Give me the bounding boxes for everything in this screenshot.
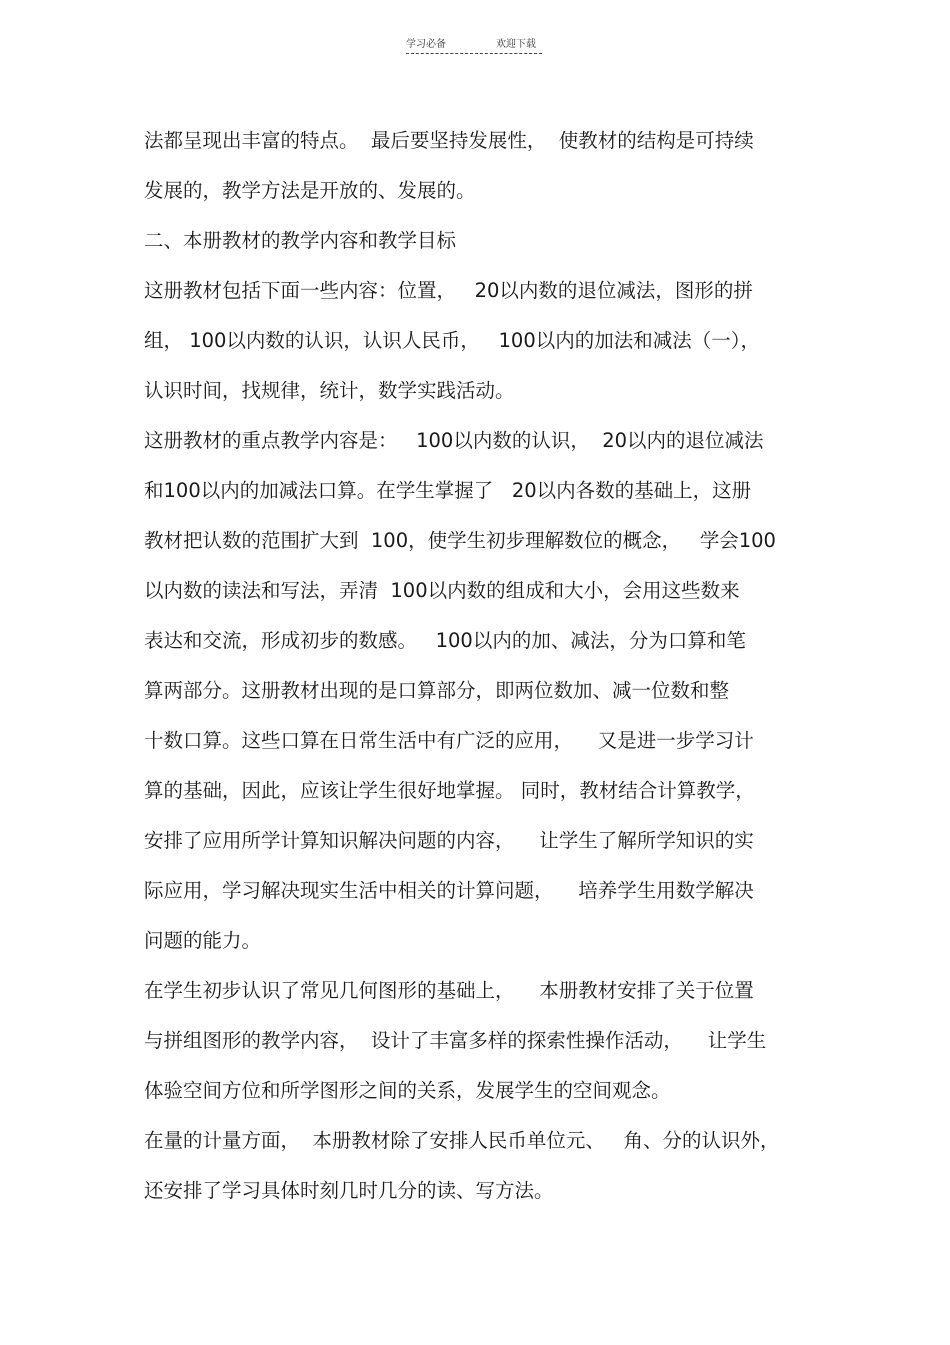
body-line: 算两部分。这册教材出现的是口算部分，即两位数加、减一位数和整 (144, 679, 730, 702)
body-line: 问题的能力。 (144, 929, 262, 952)
section-heading: 二、本册教材的教学内容和教学目标 (144, 229, 457, 252)
body-line: 在量的计量方面， 本册教材除了安排人民币单位元、 角、分的认识外， (144, 1129, 780, 1152)
body-line: 这册教材包括下面一些内容：位置， 20以内数的退位减法，图形的拼 (144, 279, 753, 302)
header-left-text: 学习必备 (406, 39, 446, 50)
body-line: 十数口算。这些口算在日常生活中有广泛的应用， 又是进一步学习计 (144, 729, 754, 752)
body-line: 教材把认数的范围扩大到 100，使学生初步理解数位的概念， 学会100 (144, 529, 776, 552)
body-line: 体验空间方位和所学图形之间的关系，发展学生的空间观念。 (144, 1079, 671, 1102)
body-line: 组， 100以内数的认识，认识人民币， 100以内的加法和减法（一）， (144, 329, 760, 352)
body-line: 与拼组图形的教学内容， 设计了丰富多样的探索性操作活动， 让学生 (144, 1029, 767, 1052)
body-line: 安排了应用所学计算知识解决问题的内容， 让学生了解所学知识的实 (144, 829, 754, 852)
body-line: 际应用，学习解决现实生活中相关的计算问题， 培养学生用数学解决 (144, 879, 754, 902)
body-line: 表达和交流，形成初步的数感。 100以内的加、减法，分为口算和笔 (144, 629, 746, 652)
body-line: 算的基础，因此，应该让学生很好地掌握。 同时，教材结合计算教学， (144, 779, 755, 802)
header-right-text: 欢迎下载 (496, 39, 536, 50)
body-line: 发展的，教学方法是开放的、发展的。 (144, 179, 476, 202)
body-line: 以内数的读法和写法，弄清 100以内数的组成和大小，会用这些数来 (144, 579, 740, 602)
body-line: 和100以内的加减法口算。在学生掌握了 20以内各数的基础上，这册 (144, 479, 752, 502)
body-line: 还安排了学习具体时刻几时几分的读、写方法。 (144, 1179, 554, 1202)
body-line: 在学生初步认识了常见几何图形的基础上， 本册教材安排了关于位置 (144, 979, 754, 1002)
body-line: 这册教材的重点教学内容是： 100以内数的认识， 20以内的退位减法 (144, 429, 764, 452)
body-line: 认识时间，找规律，统计，数学实践活动。 (144, 379, 515, 402)
body-line: 法都呈现出丰富的特点。 最后要坚持发展性， 使教材的结构是可持续 (144, 129, 754, 152)
